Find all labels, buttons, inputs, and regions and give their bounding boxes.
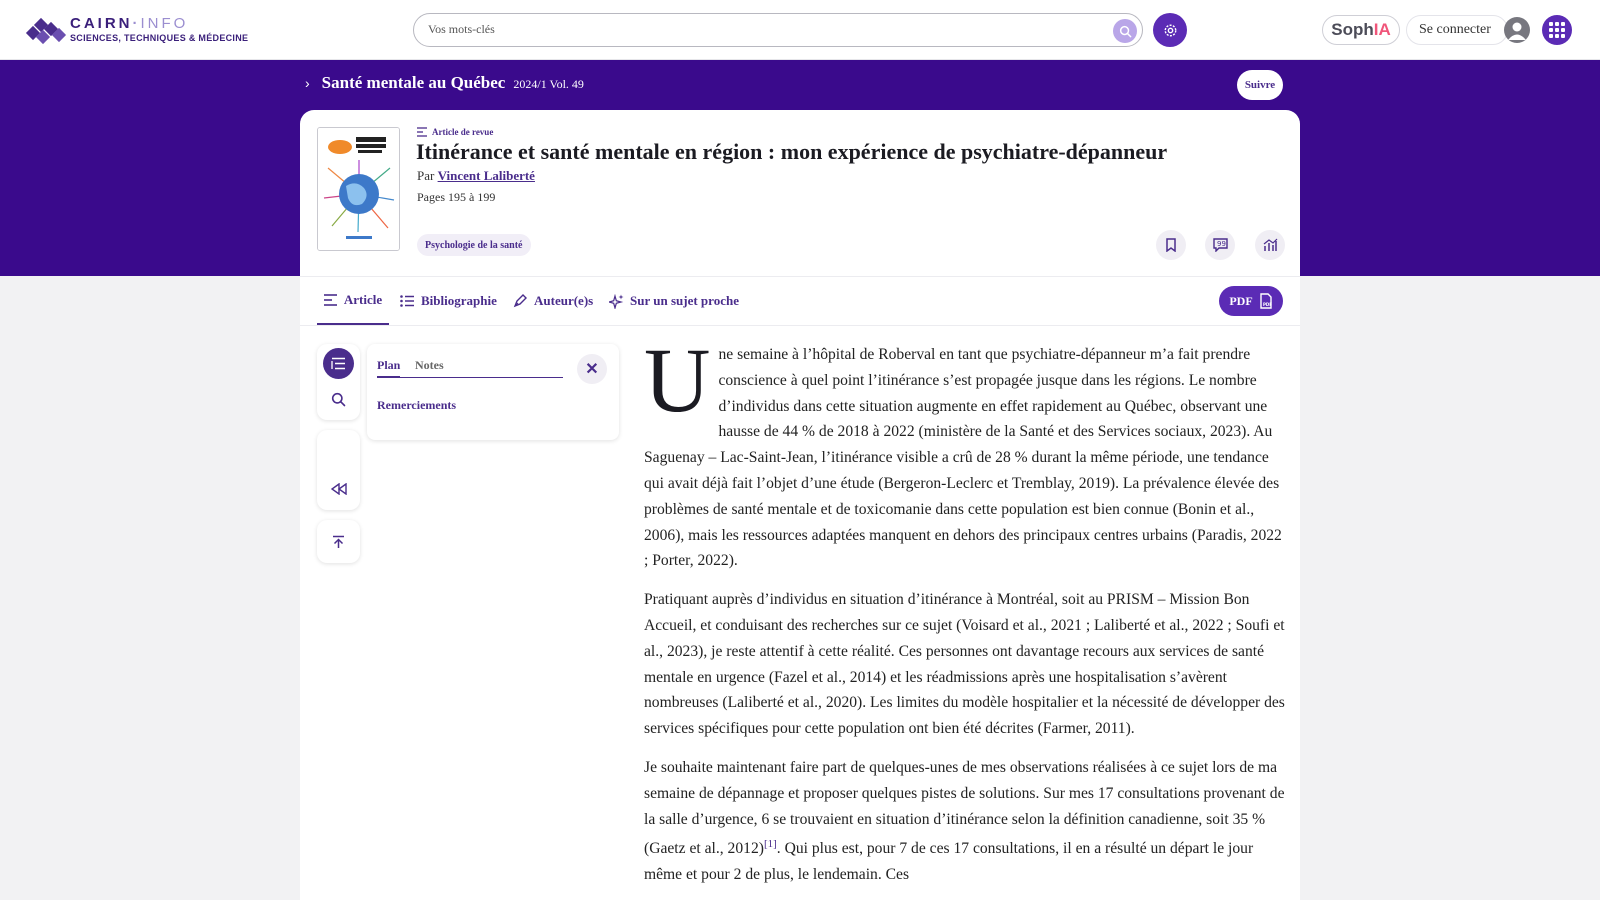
follow-button[interactable]: Suivre	[1237, 70, 1283, 100]
article-type	[417, 127, 493, 137]
quote-bubble-icon	[1213, 238, 1228, 252]
plan-link-remerciements[interactable]: Remerciements	[377, 398, 457, 412]
sophia-button[interactable]: Soph IA	[1322, 15, 1400, 45]
user-avatar-icon[interactable]	[1504, 17, 1530, 43]
footnote-ref-1[interactable]: [1]	[763, 838, 777, 851]
cairn-logo[interactable]	[26, 14, 248, 44]
plan-tabs	[377, 354, 563, 378]
search-in-article-button[interactable]	[323, 384, 354, 415]
back-to-top-button[interactable]	[323, 526, 354, 557]
cite-button[interactable]	[1205, 230, 1235, 260]
bookmark-button[interactable]	[1156, 230, 1186, 260]
logo-mark-icon	[26, 14, 66, 44]
apps-grid-button[interactable]	[1542, 15, 1572, 45]
journal-issue: 2024/1 Vol. 49	[513, 77, 584, 91]
list-icon	[400, 295, 415, 307]
byline-prefix: Par	[417, 168, 435, 183]
logo-subtitle: SCIENCES, TECHNIQUES & MÉDECINE	[70, 33, 249, 43]
tab-related-label: Sur un sujet proche	[630, 293, 739, 308]
journal-breadcrumb[interactable]	[305, 73, 584, 93]
tab-article[interactable]	[317, 277, 389, 325]
text-lines-icon	[324, 294, 338, 306]
tool-rail-top	[317, 344, 360, 420]
paragraph-3-text-cont: . Qui plus est, pour 7 de ces 17 consultations, il en a résulté un départ le jour même et pour 2 de plus, le lendemain. Ces	[644, 840, 1254, 884]
close-icon[interactable]: ✕	[577, 354, 607, 384]
plan-panel	[367, 344, 619, 440]
login-button[interactable]	[1406, 15, 1508, 45]
svg-text:PDF: PDF	[1262, 302, 1272, 307]
article-title: Itinérance et santé mentale en région : mon expérience de psychiatre-dépanneur	[416, 139, 1168, 164]
tab-authors-label: Auteur(e)s	[534, 293, 594, 308]
article-tabs	[300, 276, 1300, 326]
bookmark-icon	[1165, 238, 1177, 252]
paragraph-1-text: ne semaine à l’hôpital de Roberval en tant que psychiatre-dépanneur m’a fait prendre conscience à quel point l’itinérance s’est propagée jusque dans les régions. Le nombre d’individus dans cette situation augmente en effet rapidement au Québec, observant une hausse de 44 % de 2018 à 2022 (ministère de la Santé et des Services sociaux, 2023). Au Saguenay – Lac-Saint-Jean, l’itinérance visible a crû de 28 % durant la même période, une tendance qui avait déjà fait l’objet d’une étude (Bergeron-Leclerc et Tremblay, 2019). La prévalence élevée des problèmes de santé mentale et de toxicomanie dans cette population est bien connue (Bonin et al., 2006), mais les ressources adaptées manquent en dehors des principaux centres urbains (Paradis, 2022 ; Porter, 2022).	[644, 346, 1282, 570]
sparkle-icon	[609, 294, 624, 309]
logo-name: CAIRN·INFO	[70, 15, 189, 32]
pdf-download-button[interactable]	[1219, 286, 1283, 316]
statistics-button[interactable]	[1255, 230, 1285, 260]
chevron-right-icon: ›	[305, 75, 310, 91]
tool-rail-middle	[317, 430, 360, 510]
top-header	[0, 0, 1600, 60]
journal-cover[interactable]	[317, 127, 400, 251]
arrow-up-to-line-icon	[332, 535, 345, 549]
article-type-label: Article de revue	[432, 127, 494, 137]
journal-name[interactable]: Santé mentale au Québec	[321, 73, 506, 92]
tab-notes[interactable]: Notes	[415, 358, 444, 372]
tab-bibliography-label: Bibliographie	[421, 293, 497, 308]
subject-tag[interactable]: Psychologie de la santé	[417, 234, 531, 256]
toc-icon	[331, 357, 346, 370]
tab-authors[interactable]	[513, 277, 593, 325]
tab-bibliography[interactable]	[400, 277, 497, 325]
drop-cap: U	[644, 329, 711, 431]
gear-icon	[1163, 23, 1178, 38]
text-lines-icon	[417, 127, 428, 137]
paragraph-3	[644, 755, 1286, 888]
pdf-label: PDF	[1229, 293, 1253, 308]
tab-article-label: Article	[343, 292, 383, 307]
search-icon	[331, 392, 346, 407]
advanced-search-button[interactable]	[1153, 13, 1187, 47]
page-range: Pages 195 à 199	[417, 190, 496, 204]
pen-icon	[513, 294, 528, 308]
tool-rail-bottom	[317, 520, 360, 563]
search-icon	[1119, 25, 1132, 38]
article-body	[644, 329, 1286, 900]
paragraph-1	[644, 329, 1286, 574]
paragraph-3-text: Je souhaite maintenant faire part de quelques-unes de mes observations réalisées à ce sujet lors de ma semaine de dépannage et proposer quelques pistes de solutions. Sur mes 17 consultations provenant de la salle d’urgence, 6 se trouvaient en situation d’itinérance selon la définition canadienne, soit 35 % (Gaetz et al., 2012)	[644, 758, 1285, 858]
search-button[interactable]	[1113, 19, 1137, 43]
byline	[417, 168, 535, 184]
rewind-icon	[331, 483, 347, 495]
paragraph-2: Pratiquant auprès d’individus en situation d’itinérance à Montréal, soit au PRISM – Mission Bon Accueil, et conduisant des recherches sur ce sujet (Voisard et al., 2021 ; Laliberté et al., 2022 ; Soufi et al., 2023), je reste attentif à cette réalité. Ces personnes ont davantage recours aux services de santé mentale en urgence (Fazel et al., 2014) et les réadmissions après une hospitalisation s’avèrent nombreuses (Laliberté et al., 2020). Les limites du modèle hospitalier et la nécessité de développer des services spécifiques pour cette population ont bien été décrites (Farmer, 2011).	[644, 591, 1285, 738]
pdf-file-icon	[1259, 293, 1273, 309]
author-link[interactable]: Vincent Laliberté	[437, 168, 535, 183]
tab-plan[interactable]: Plan	[377, 358, 400, 378]
table-of-contents-button[interactable]	[323, 348, 354, 379]
tab-related[interactable]	[609, 277, 739, 325]
article-card	[300, 110, 1300, 900]
chart-icon	[1263, 238, 1278, 252]
rewind-button[interactable]	[323, 473, 354, 504]
search-bar	[413, 13, 1143, 47]
search-input[interactable]	[428, 22, 1078, 37]
svg-text:99: 99	[1216, 240, 1226, 248]
login-label: Se connecter	[1419, 22, 1491, 37]
